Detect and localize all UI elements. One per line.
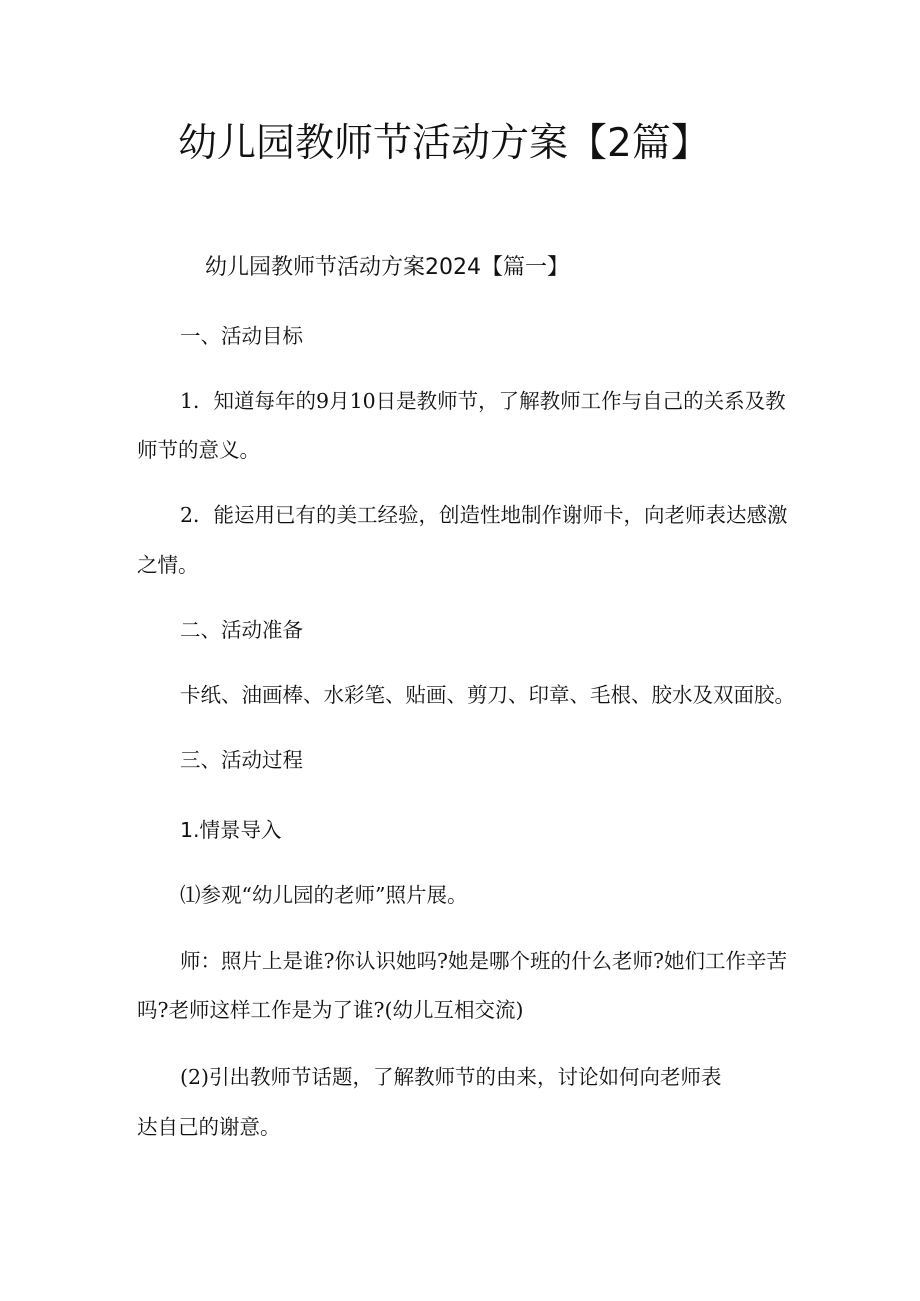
dialog-line-2: 吗?老师这样工作是为了谁?(幼儿互相交流) — [137, 998, 524, 1022]
heading-prep: 二、活动准备 — [180, 618, 303, 642]
goal-2-line-2: 之情。 — [137, 553, 199, 577]
section-title: 幼儿园教师节活动方案2024【篇一】 — [205, 255, 569, 280]
prep-materials: 卡纸、油画棒、水彩笔、贴画、剪刀、印章、毛根、胶水及双面胶。 — [180, 683, 795, 707]
step-1-title: 1.情景导入 — [180, 818, 282, 842]
dialog-line-1: 师：照片上是谁?你认识她吗?她是哪个班的什么老师?她们工作辛苦 — [180, 949, 787, 973]
goal-2-line-1: 2．能运用已有的美工经验，创造性地制作谢师卡，向老师表达感激 — [180, 503, 788, 527]
document-title: 幼儿园教师节活动方案【2篇】 — [178, 121, 710, 166]
step-1-item-2-line-1: (2)引出教师节话题，了解教师节的由来，讨论如何向老师表 — [180, 1065, 722, 1089]
goal-1-line-1: 1．知道每年的9月10日是教师节，了解教师工作与自己的关系及教 — [180, 389, 786, 413]
heading-process: 三、活动过程 — [180, 748, 303, 772]
step-1-item-2-line-2: 达自己的谢意。 — [137, 1115, 281, 1139]
goal-1-line-2: 师节的意义。 — [137, 438, 260, 462]
step-1-item-1: ⑴参观“幼儿园的老师”照片展。 — [180, 883, 468, 907]
heading-goals: 一、活动目标 — [180, 324, 303, 348]
